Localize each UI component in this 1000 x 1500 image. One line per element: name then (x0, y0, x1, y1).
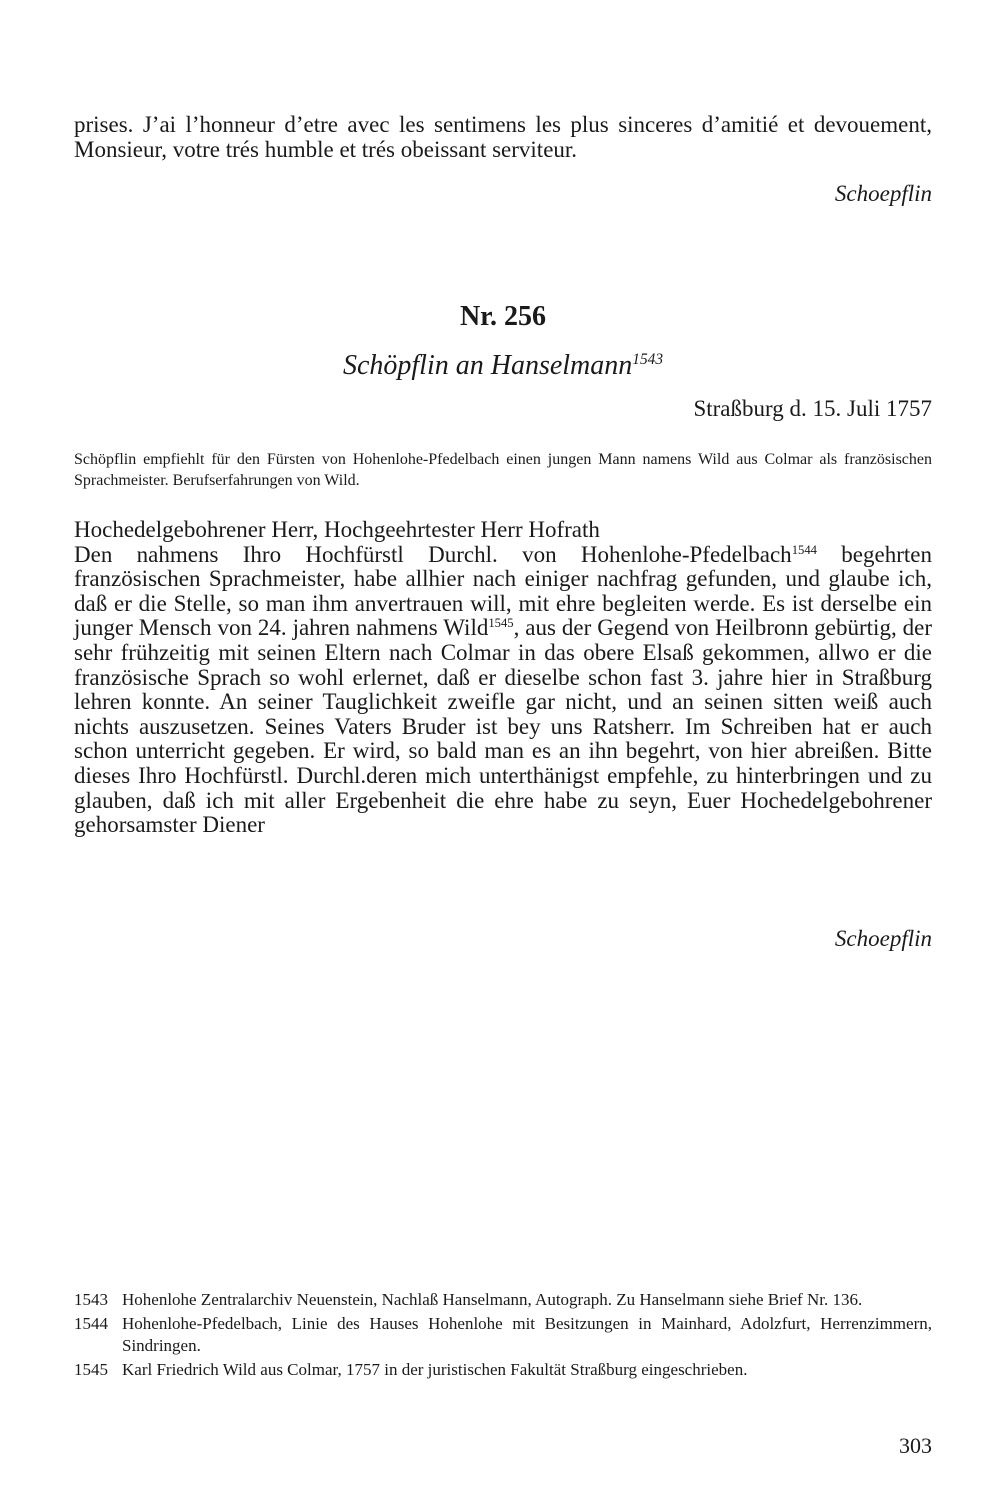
body-paragraph (74, 543, 932, 838)
footnote-number: 1545 (74, 1360, 108, 1379)
top-paragraph: prises. J’ai l’honneur d’etre avec les sentimens les plus sinceres d’amitié et devouement, Monsieur, votre trés humble et trés obeissant serviteur. (74, 112, 932, 162)
salutation: Hochedelgebohrener Herr, Hochgeehrtester Herr Hofrath (74, 517, 600, 542)
footnote-text: Hohenlohe-Pfedelbach, Linie des Hauses Hohenlohe mit Besitzungen in Mainhard, Adolzfurt, Herrenzimmern, Sindringen. (122, 1314, 932, 1355)
letter-title-footnote-ref: 1543 (632, 351, 664, 368)
body-text-1: Den nahmens Ihro Hochfürstl Durchl. von Hohenlohe-Pfedelbach (74, 541, 792, 567)
footnote-text: Hohenlohe Zentralarchiv Neuenstein, Nachlaß Hanselmann, Autograph. Zu Hanselmann siehe Brief Nr. 136. (122, 1290, 863, 1309)
footnote (74, 1359, 932, 1381)
footnote (74, 1313, 932, 1357)
top-signature: Schoepflin (834, 181, 932, 206)
letter-number: Nr. 256 (459, 301, 547, 332)
footnotes (74, 1289, 932, 1383)
footnote-number: 1543 (74, 1290, 108, 1309)
body-footnote-ref-1545: 1545 (488, 616, 514, 631)
body-text-3: , aus der Gegend von Heilbronn gebürtig, der sehr frühzeitig mit seinen Eltern nach Colmar in das obere Elsaß gekommen, allwo er die französische Sprach so wohl erlernet, daß er dieselbe schon fast 3. jahre hier in Straßburg lehren konnte. An seiner Tauglichkeit zweifle gar nicht, und an seinen sitten weiß auch nichts auszusetzen. Seines Vaters Bruder ist bey uns Ratsherr. Im Schreiben hat er auch schon unterricht gegeben. Er wird, so bald man es an ihn begehrt, von hier abreißen. Bitte dieses Ihro Hochfürstl. Durchl.deren mich unterthänigst empfehle, zu hinterbringen und zu glauben, daß ich mit aller Ergebenheit die ehre habe zu seyn, Euer Hochedelgebohrener gehorsamster Diener (74, 615, 932, 838)
footnote-text: Karl Friedrich Wild aus Colmar, 1757 in der juristischen Fakultät Straßburg eingeschrieben. (122, 1360, 748, 1379)
body-text-2: begehrten französischen Sprachmeister, habe allhier nach einiger nachfrag gefunden, und glaube ich, daß er die Stelle, so man ihm anvertrauen will, mit ehre begleiten werde. Es ist derselbe ein junger Mensch von 24. jahren nahmens Wild (74, 541, 932, 641)
footnote (74, 1289, 932, 1311)
body-footnote-ref-1544: 1544 (791, 542, 817, 557)
place-date: Straßburg d. 15. Juli 1757 (693, 396, 932, 421)
page-number: 303 (899, 1433, 932, 1458)
letter-summary: Schöpflin empfiehlt für den Fürsten von Hohenlohe-Pfedelbach einen jungen Mann namens Wild aus Colmar als französischen Sprachmeister. Berufserfahrungen von Wild. (74, 451, 932, 489)
letter-title (74, 350, 932, 382)
footnote-number: 1544 (74, 1314, 108, 1333)
letter-body (74, 518, 932, 838)
letter-title-text: Schöpflin an Hanselmann (342, 350, 633, 381)
closing-signature: Schoepflin (834, 926, 932, 951)
